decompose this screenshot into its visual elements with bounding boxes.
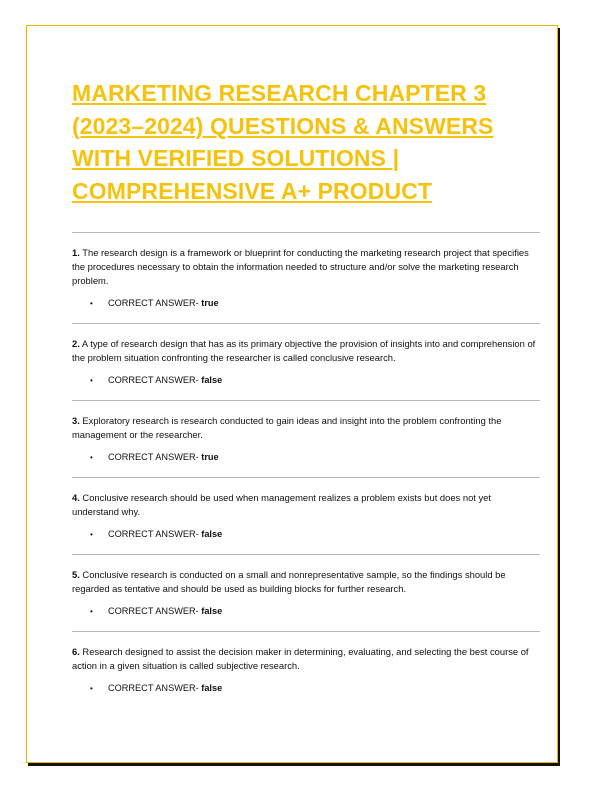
answer-label: CORRECT ANSWER- [108,298,199,308]
answer-list [72,682,540,695]
question-text [72,246,540,288]
bullet-icon: • [90,607,93,616]
question-block [72,324,540,400]
question-body: Research designed to assist the decision maker in determining, evaluating, and selecting the best course of action in a given situation is called subjective research. [72,646,529,671]
answer-list [72,374,540,387]
bullet-icon: • [90,453,93,462]
answer-list [72,451,540,464]
bullet-icon: • [90,530,93,539]
answer-item [72,374,540,387]
question-body: Exploratory research is research conducted to gain ideas and insight into the problem confronting the management or the researcher. [72,415,502,440]
question-body: A type of research design that has as its primary objective the provision of insights into and comprehension of the problem situation confronting the researcher is called conclusive research. [72,338,536,363]
title-line: COMPREHENSIVE A+ PRODUCT [72,177,433,204]
answer-value: false [201,683,223,693]
question-list [72,233,540,708]
question-text [72,491,540,519]
question-number: 6. [72,646,80,657]
answer-item [72,451,540,464]
question-block [72,401,540,477]
question-number: 3. [72,415,80,426]
question-block [72,632,540,708]
question-number: 5. [72,569,80,580]
bullet-icon: • [90,299,93,308]
question-block [72,233,540,323]
question-number: 4. [72,492,80,503]
title-line: WITH VERIFIED SOLUTIONS | [72,145,400,171]
question-body: Conclusive research is conducted on a small and nonrepresentative sample, so the findings should be regarded as tentative and should be used as building blocks for further research. [72,569,506,594]
answer-label: CORRECT ANSWER- [108,683,199,693]
answer-item [72,297,540,310]
answer-value: true [201,298,219,308]
question-body: The research design is a framework or blueprint for conducting the marketing research project that specifies the procedures necessary to obtain the information needed to structure and/or solve the marketing research problem. [72,247,529,286]
answer-value: false [201,529,223,539]
answer-label: CORRECT ANSWER- [108,452,199,462]
title-line: (2023–2024) QUESTIONS & ANSWERS [72,112,494,139]
answer-label: CORRECT ANSWER- [108,606,199,616]
question-text [72,645,540,673]
answer-item [72,605,540,618]
answer-value: false [201,375,223,385]
answer-value: false [201,606,223,616]
document-content [72,77,540,708]
answer-list [72,297,540,310]
document-title [72,77,540,207]
answer-list [72,528,540,541]
question-text [72,568,540,596]
answer-label: CORRECT ANSWER- [108,529,199,539]
answer-list [72,605,540,618]
question-block [72,478,540,554]
question-text [72,337,540,365]
question-number: 2. [72,338,80,349]
question-body: Conclusive research should be used when management realizes a problem exists but does not yet understand why. [72,492,491,517]
answer-item [72,682,540,695]
question-text [72,414,540,442]
bullet-icon: • [90,684,93,693]
answer-item [72,528,540,541]
title-line: MARKETING RESEARCH CHAPTER 3 [72,80,487,106]
bullet-icon: • [90,376,93,385]
question-block [72,555,540,631]
answer-label: CORRECT ANSWER- [108,375,199,385]
question-number: 1. [72,247,80,258]
answer-value: true [201,452,219,462]
